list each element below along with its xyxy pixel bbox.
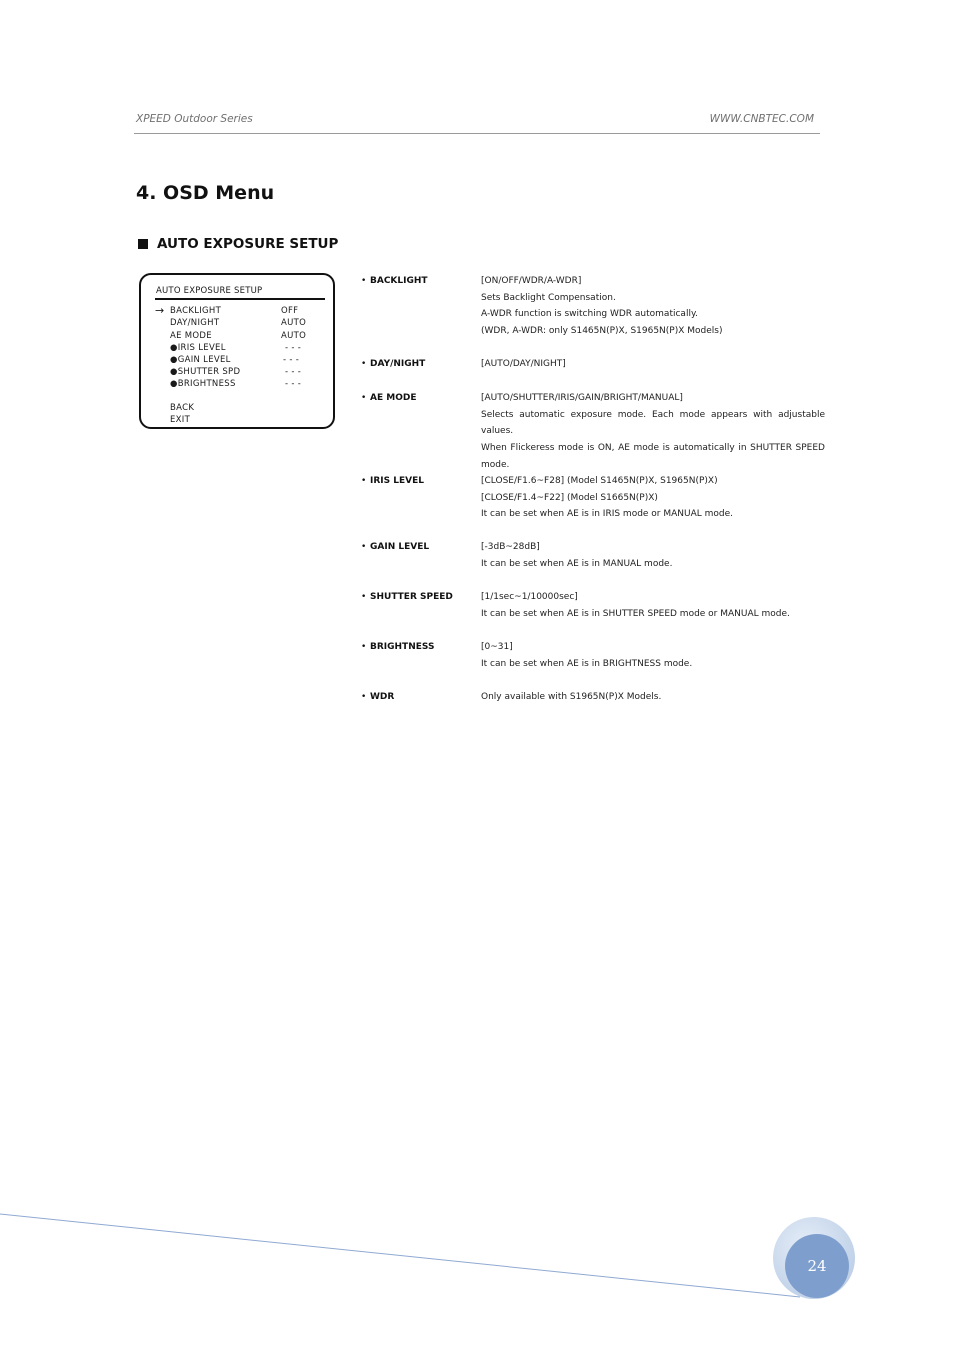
entry-line: [1/1sec~1/10000sec] bbox=[481, 592, 578, 602]
entry-term-label: GAIN LEVEL bbox=[370, 542, 430, 552]
bullet-icon: • bbox=[361, 393, 367, 403]
bullet-icon: • bbox=[361, 359, 367, 369]
entry-line: [0~31] bbox=[481, 642, 513, 652]
osd-row-name: ●SHUTTER SPD bbox=[170, 367, 241, 377]
entry-line: It can be set when AE is in IRIS mode or MANUAL mode. bbox=[481, 509, 734, 520]
entry-line: Selects automatic exposure mode. Each mode appears with adjustable values. bbox=[481, 409, 825, 437]
entry-line: [CLOSE/F1.4~F22] (Model S1665N(P)X) bbox=[481, 492, 658, 503]
page-title: 4. OSD Menu bbox=[136, 182, 275, 204]
entry-line: [AUTO/DAY/NIGHT] bbox=[481, 359, 566, 369]
entry-line: [-3dB~28dB] bbox=[481, 542, 540, 552]
entry-line: [ON/OFF/WDR/A-WDR] bbox=[481, 276, 582, 286]
entry-line: Only available with S1965N(P)X Models. bbox=[481, 692, 662, 702]
entry-term-label: BRIGHTNESS bbox=[370, 642, 435, 652]
osd-row-value: AUTO bbox=[281, 331, 307, 341]
entry-line: Sets Backlight Compensation. bbox=[481, 292, 616, 303]
page-number: 24 bbox=[807, 1257, 827, 1275]
osd-row-name: ●BRIGHTNESS bbox=[170, 379, 236, 389]
entry-line: (WDR, A-WDR: only S1465N(P)X, S1965N(P)X Models) bbox=[481, 326, 723, 337]
entry-line: mode. bbox=[481, 459, 510, 470]
header-website: WWW.CNBTEC.COM bbox=[709, 113, 814, 125]
entry-term-label: WDR bbox=[370, 692, 395, 702]
osd-row-name: BACKLIGHT bbox=[170, 306, 222, 316]
entry-line: When Flickeress mode is ON, AE mode is automatically in SHUTTER SPEED bbox=[481, 443, 825, 454]
entry-line: [CLOSE/F1.6~F28] (Model S1465N(P)X, S1965N(P)X) bbox=[481, 476, 718, 486]
osd-row-value: - - - bbox=[285, 367, 302, 377]
footer-line-stroke bbox=[0, 1214, 800, 1297]
osd-row-value: AUTO bbox=[281, 318, 307, 328]
entry-term-label: DAY/NIGHT bbox=[370, 359, 426, 369]
osd-menu-title: AUTO EXPOSURE SETUP bbox=[156, 286, 263, 296]
osd-row-value: - - - bbox=[283, 355, 300, 365]
bullet-icon: • bbox=[361, 276, 367, 286]
entry-line: It can be set when AE is in SHUTTER SPEED mode or MANUAL mode. bbox=[481, 608, 790, 619]
section-heading-label: AUTO EXPOSURE SETUP bbox=[157, 236, 339, 252]
osd-row-value: - - - bbox=[285, 379, 302, 389]
entry-term-label: BACKLIGHT bbox=[370, 276, 428, 286]
osd-row-name: ●GAIN LEVEL bbox=[170, 355, 231, 365]
osd-row-value: OFF bbox=[281, 306, 299, 316]
entry-line: It can be set when AE is in BRIGHTNESS mode. bbox=[481, 658, 693, 669]
entry-line: [AUTO/SHUTTER/IRIS/GAIN/BRIGHT/MANUAL] bbox=[481, 393, 683, 403]
osd-row-name: DAY/NIGHT bbox=[170, 318, 220, 328]
osd-row-name: ●IRIS LEVEL bbox=[170, 343, 226, 353]
bullet-icon: • bbox=[361, 476, 367, 486]
entry-term-label: AE MODE bbox=[370, 393, 417, 403]
entry-term-label: IRIS LEVEL bbox=[370, 476, 424, 486]
bullet-icon: • bbox=[361, 642, 367, 652]
cursor-arrow-icon: → bbox=[155, 304, 165, 317]
osd-back-label: BACK bbox=[170, 403, 195, 413]
entry-line: A-WDR function is switching WDR automatically. bbox=[481, 309, 698, 320]
entry-line: It can be set when AE is in MANUAL mode. bbox=[481, 558, 673, 569]
bullet-icon: • bbox=[361, 592, 367, 602]
bullet-icon: • bbox=[361, 692, 367, 702]
osd-row-value: - - - bbox=[285, 343, 302, 353]
osd-exit-label: EXIT bbox=[170, 415, 191, 425]
entry-term-label: SHUTTER SPEED bbox=[370, 592, 453, 602]
bullet-icon: • bbox=[361, 542, 367, 552]
header-series-name: XPEED Outdoor Series bbox=[136, 113, 253, 125]
osd-row-name: AE MODE bbox=[170, 331, 212, 341]
